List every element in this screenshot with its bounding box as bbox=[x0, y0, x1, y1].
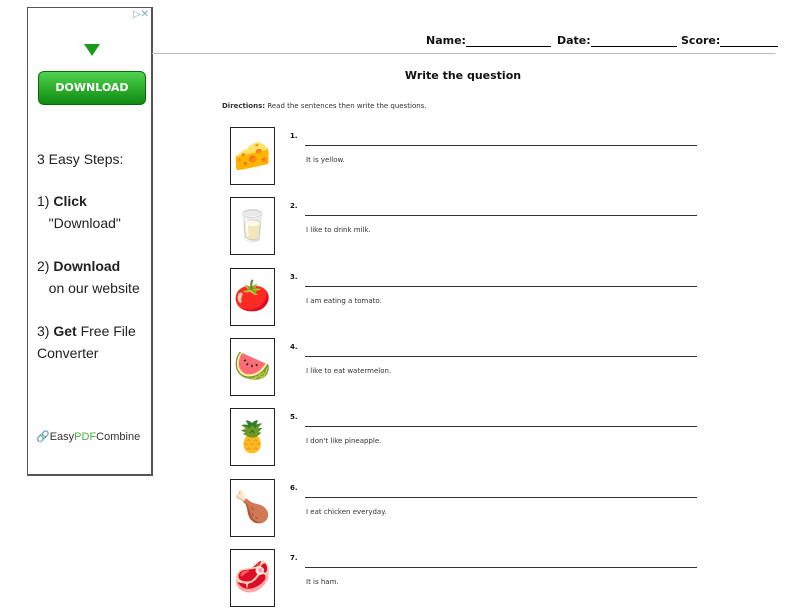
answer-line[interactable] bbox=[305, 215, 697, 216]
food-picture-icon: 🍉 bbox=[230, 338, 275, 396]
date-field: Date: bbox=[557, 34, 677, 47]
worksheet-title: Write the question bbox=[404, 69, 522, 82]
item-number: 3. bbox=[290, 272, 298, 281]
item-sentence: I am eating a tomato. bbox=[306, 296, 382, 305]
ad-step-3: 3) Get Free File Converter bbox=[37, 323, 136, 361]
header-divider bbox=[152, 53, 775, 54]
item-number: 1. bbox=[290, 132, 298, 140]
item-sentence: I like to drink milk. bbox=[306, 226, 371, 235]
answer-line[interactable] bbox=[305, 567, 697, 568]
item-sentence: I like to eat watermelon. bbox=[306, 366, 392, 375]
item-sentence: I eat chicken everyday. bbox=[306, 507, 387, 516]
food-picture-icon: 🍗 bbox=[230, 479, 275, 537]
answer-line[interactable] bbox=[305, 145, 697, 146]
download-button[interactable]: DOWNLOAD bbox=[38, 71, 146, 105]
ad-choices-close-icon[interactable]: ▷✕ bbox=[132, 9, 149, 20]
worksheet-item bbox=[230, 268, 700, 328]
answer-line[interactable] bbox=[305, 356, 697, 357]
score-field: Score: bbox=[681, 34, 778, 47]
food-picture-icon: 🥩 bbox=[230, 549, 275, 607]
worksheet-item bbox=[230, 408, 700, 468]
brand-logo: 🔗EasyPDFCombine bbox=[36, 431, 141, 443]
item-number: 6. bbox=[290, 483, 298, 492]
directions: Directions: Read the sentences then write the questions. bbox=[222, 102, 427, 110]
item-number: 2. bbox=[290, 202, 298, 211]
down-arrow-icon bbox=[84, 44, 100, 56]
item-number: 7. bbox=[290, 553, 298, 562]
food-picture-icon: 🧀 bbox=[230, 127, 275, 185]
ad-heading: 3 Easy Steps: bbox=[37, 151, 124, 167]
answer-line[interactable] bbox=[305, 286, 697, 287]
worksheet-item bbox=[230, 479, 700, 539]
ad-step-1: 1) Click "Download" bbox=[37, 193, 121, 231]
ad-step-2: 2) Download on our website bbox=[37, 258, 140, 296]
food-picture-icon: 🍍 bbox=[230, 408, 275, 466]
name-field: Name: bbox=[426, 34, 551, 47]
item-sentence: It is ham. bbox=[306, 577, 339, 586]
item-sentence: I don't like pineapple. bbox=[306, 437, 382, 446]
item-number: 4. bbox=[290, 342, 298, 351]
answer-line[interactable] bbox=[305, 497, 697, 498]
item-number: 5. bbox=[290, 413, 298, 422]
food-picture-icon: 🍅 bbox=[230, 268, 275, 326]
worksheet-item bbox=[230, 127, 700, 187]
answer-line[interactable] bbox=[305, 426, 697, 427]
food-picture-icon: 🥛 bbox=[230, 197, 275, 255]
worksheet-item bbox=[230, 197, 700, 257]
item-sentence: It is yellow. bbox=[306, 156, 345, 164]
worksheet-item bbox=[230, 338, 700, 398]
